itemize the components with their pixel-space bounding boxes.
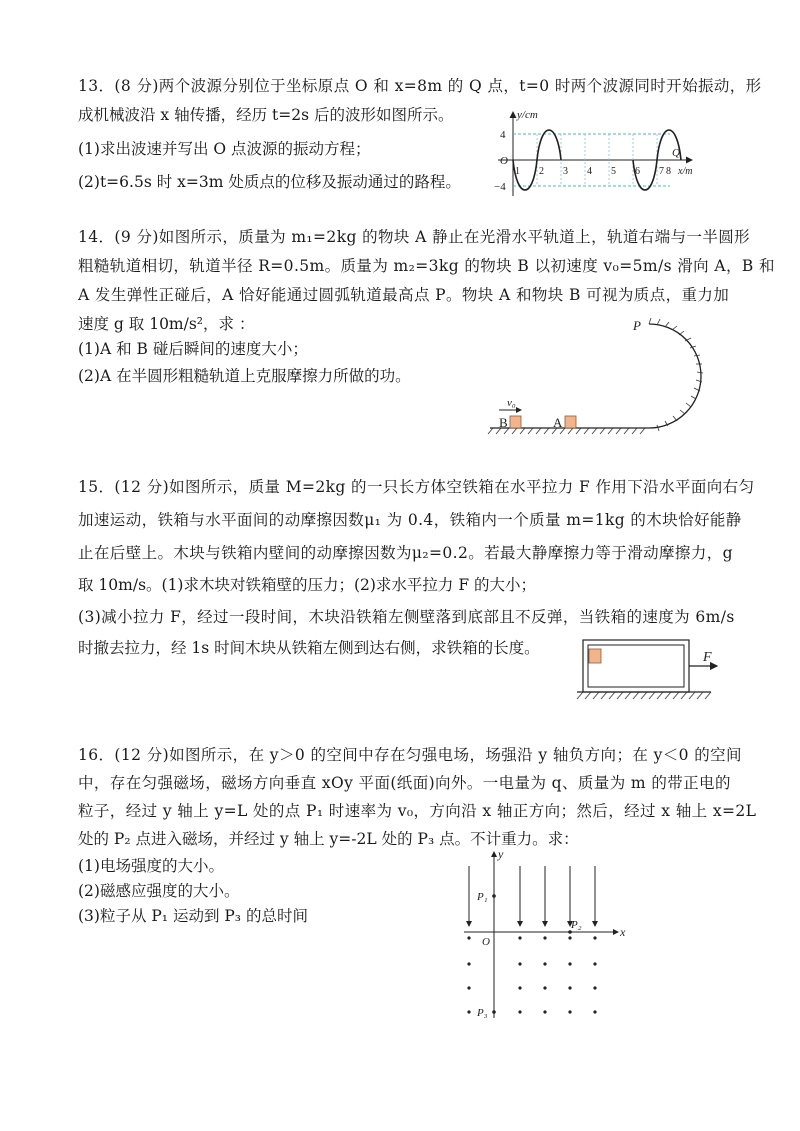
v0-label: v₀ (507, 397, 516, 409)
q14-line-1: 14．(9 分)如图所示，质量为 m₁=2kg 的物块 A 静止在光滑水平轨道上，轨道右端与一半圆形 (78, 228, 751, 246)
block-b (510, 416, 521, 428)
wave-graph (470, 108, 705, 203)
block-a (565, 416, 576, 428)
field-figure (458, 846, 638, 1026)
track-hatch (649, 318, 703, 431)
q14-line-6: (2)A 在半圆形粗糙轨道上克服摩擦力所做的功。 (78, 367, 411, 385)
wood-block (589, 649, 601, 663)
q14-line-5: (1)A 和 B 碰后瞬间的速度大小； (78, 340, 308, 358)
origin-label: O (500, 155, 508, 167)
x-axis-label: x/m (678, 166, 693, 177)
x-tick: 8 (666, 166, 671, 177)
x-tick: 2 (539, 166, 544, 177)
q15-line-2: 加速运动，铁箱与水平面间的动摩擦因数μ₁ 为 0.4，铁箱内一个质量 m=1kg 的木块恰好能静 (78, 511, 742, 529)
b-label: B (499, 415, 508, 430)
q16-line-3: 粒子，经过 y 轴上 y=L 处的点 P₁ 时速率为 v₀，方向沿 x 轴正方向；然后，经过 x 轴上 x=2L (78, 802, 757, 820)
x-tick: 5 (611, 166, 616, 177)
q-label: Q (672, 147, 680, 159)
q14-line-4: 速度 g 取 10m/s²，求 ： (78, 315, 255, 333)
q13-line-2: 成机械波沿 x 轴传播，经历 t=2s 后的波形如图所示。 (78, 106, 454, 124)
q15-line-6: 时撤去拉力，经 1s 时间木块从铁箱左侧到达右侧，求铁箱的长度。 (78, 639, 540, 657)
q16-line-2: 中，存在匀强磁场，磁场方向垂直 xOy 平面(纸面)向外。一电量为 q、质量为 m 的带正电的 (78, 774, 731, 792)
q15-line-5: (3)减小拉力 F，经过一段时间，木块沿铁箱左侧壁落到底部且不反弹，当铁箱的速度为 6m/s (78, 608, 735, 626)
a-label: A (553, 415, 563, 430)
p1-point (492, 894, 496, 898)
p2-label: P₂ (571, 919, 582, 931)
x-tick: 6 (635, 166, 640, 177)
q15-line-1: 15．(12 分)如图所示，质量 M=2kg 的一只长方体空铁箱在水平拉力 F 作用下沿水平面向右匀 (78, 478, 755, 496)
q16-line-5: (1)电场强度的大小。 (78, 857, 224, 875)
floor-hatch (577, 692, 711, 699)
q16-line-4: 处的 P₂ 点进入磁场，并经过 y 轴上 y=-2L 处的 P₃ 点。不计重力。求： (78, 830, 579, 848)
ground-hatch (488, 428, 645, 434)
iron-box-figure (575, 636, 725, 710)
y-axis-label: y/cm (517, 109, 538, 121)
y-pos-label: 4 (500, 129, 506, 141)
p1-label: P₁ (477, 891, 488, 903)
x-tick: 1 (515, 166, 520, 177)
q16-line-1: 16．(12 分)如图所示，在 y＞0 的空间中存在匀强电场，场强沿 y 轴负方向；在 y＜0 的空间 (78, 746, 742, 764)
x-label: x (620, 925, 626, 939)
q14-line-3: A 发生弹性正碰后，A 恰好能通过圆弧轨道最高点 P。物块 A 和物块 B 可视为质点，重力加 (78, 286, 730, 304)
origin-label: O (482, 936, 490, 948)
y-label: y (498, 847, 504, 861)
x-tick: 4 (587, 166, 592, 177)
iron-box-outer (583, 640, 689, 692)
q13-line-3: (1)求出波速并写出 O 点波源的振动方程； (78, 140, 371, 158)
p3-label: P₃ (477, 1007, 488, 1019)
p3-point (492, 1010, 496, 1014)
q14-line-2: 粗糙轨道相切，轨道半径 R=0.5m。质量为 m₂=3kg 的物块 B 以初速度 v₀=5m/s 滑向 A，B 和 (78, 257, 775, 275)
q16-line-6: (2)磁感应强度的大小。 (78, 882, 240, 900)
y-neg-label: −4 (494, 181, 506, 193)
x-tick: 7 (659, 166, 664, 177)
electric-field-lines (469, 866, 595, 926)
p-label: P (633, 318, 641, 333)
x-tick: 3 (563, 166, 568, 177)
semicircle-track (649, 324, 701, 428)
q15-line-3: 止在后壁上。木块与铁箱内壁间的动摩擦因数为μ₂=0.2。若最大静摩擦力等于滑动摩擦力，g (78, 544, 733, 562)
f-label: F (703, 650, 712, 665)
track-figure (485, 312, 725, 442)
q13-line-4: (2)t=6.5s 时 x=3m 处质点的位移及振动通过的路程。 (78, 173, 461, 191)
iron-box-inner (588, 645, 684, 687)
x-ticks (515, 166, 671, 177)
q16-line-7: (3)粒子从 P₁ 运动到 P₃ 的总时间 (78, 907, 308, 925)
q13-line-1: 13．(8 分)两个波源分别位于坐标原点 O 和 x=8m 的 Q 点，t=0 时两个波源同时开始振动，形 (78, 77, 762, 95)
q15-line-4: 取 10m/s。(1)求木块对铁箱壁的压力；(2)求水平拉力 F 的大小； (78, 576, 537, 594)
